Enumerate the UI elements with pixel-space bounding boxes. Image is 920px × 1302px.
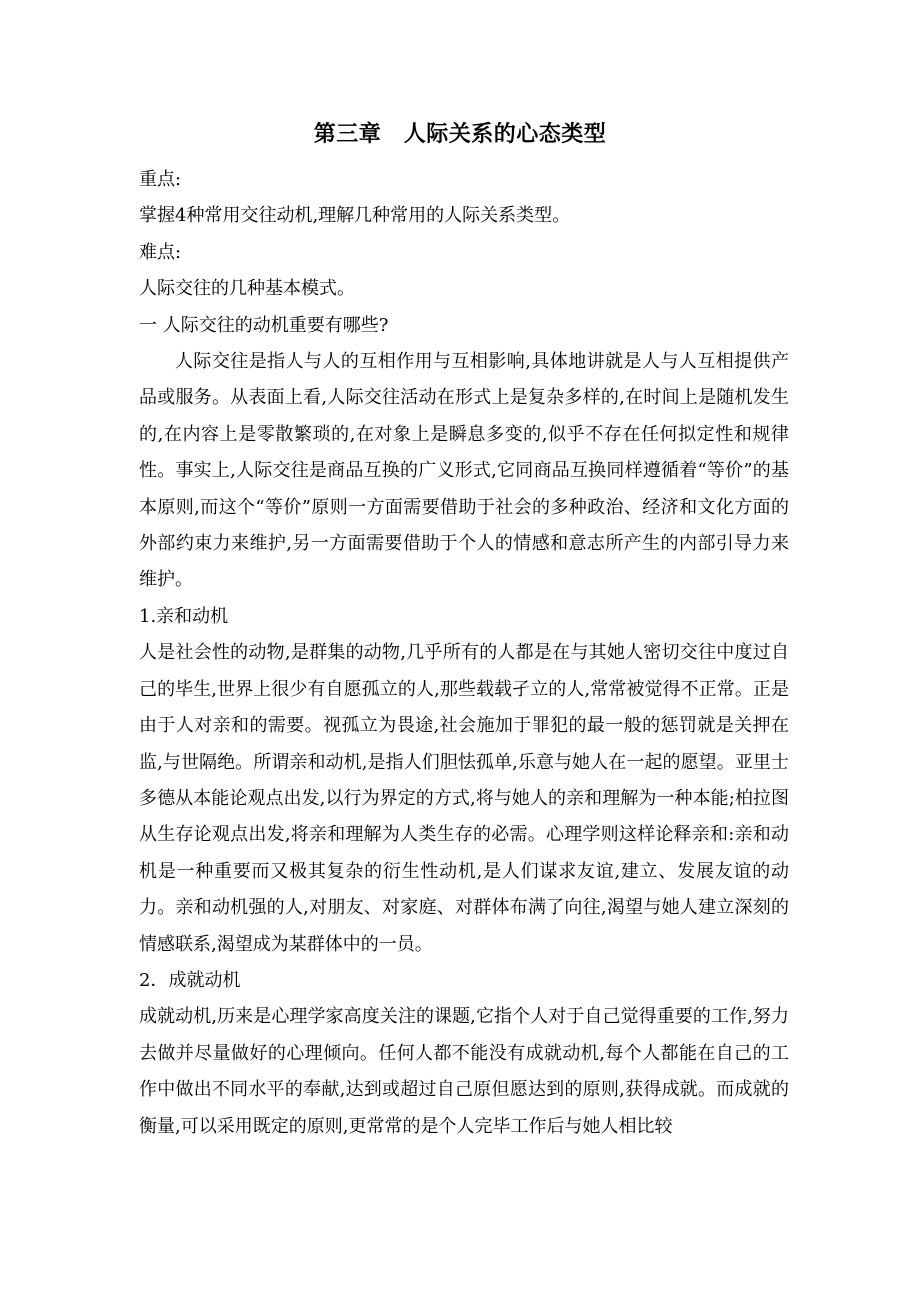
difficulties-text: 人际交往的几种基本模式。 [139, 278, 355, 300]
affiliation-paragraph: 人是社会性的动物,是群集的动物,几乎所有的人都是在与其她人密切交往中度过自己的毕生,世界上很少有自愿孤立的人,那些载载孑立的人,常常被觉得不正常。正是由于人对亲和的需要。视孤立为畏途,社会施加于罪犯的最一般的惩罚就是关押在监,与世隔绝。所谓亲和动机,是指人们胆怯孤单,乐意与她人在一起的愿望。亚里士多德从本能论观点出发,以行为界定的方式,将与她人的亲和理解为一种本能;柏拉图从生存论观点出发,将亲和理解为人类生存的必需。心理学则这样论释亲和:亲和动机是一种重要而又极其复杂的衍生性动机,是人们谋求友谊,建立、发展友谊的动力。亲和动机强的人,对朋友、对家庭、对群体布满了向往,渴望与她人建立深刻的情感联系,渴望成为某群体中的一员。 [139, 642, 789, 955]
intro-paragraph: 人际交往是指人与人的互相作用与互相影响,具体地讲就是人与人互相提供产品或服务。从表面上看,人际交往活动在形式上是复杂多样的,在时间上是随机发生的,在内容上是零散繁琐的,在对象上是瞬息多变的,似乎不存在任何拟定性和规律性。事实上,人际交往是商品互换的广义形式,它同商品互换同样遵循着“等价”的基本原则,而这个“等价”原则一方面需要借助于社会的多种政治、经济和文化方面的外部约束力来维护,另一方面需要借助于个人的情感和意志所产生的内部引导力来维护。 [139, 351, 789, 591]
document-body [139, 162, 789, 1145]
subsection-heading-achievement: 2．成就动机 [139, 969, 241, 991]
difficulties-heading: 难点: [139, 241, 182, 263]
subsection-heading-affiliation: 1.亲和动机 [139, 605, 229, 627]
key-points-text: 掌握4种常用交往动机,理解几种常用的人际关系类型。 [139, 205, 571, 227]
achievement-paragraph: 成就动机,历来是心理学家高度关注的课题,它指个人对于自己觉得重要的工作,努力去做并尽量做好的心理倾向。任何人都不能没有成就动机,每个人都能在自己的工作中做出不同水平的奉献,达到或超过自己原但愿达到的原则,获得成就。而成就的衡量,可以采用既定的原则,更常常的是个人完毕工作后与她人相比较 [139, 1006, 789, 1137]
chapter-title: 第三章 人际关系的心态类型 [313, 122, 607, 147]
section-heading: 一 人际交往的动机重要有哪些? [139, 314, 389, 336]
key-points-heading: 重点: [139, 169, 182, 190]
